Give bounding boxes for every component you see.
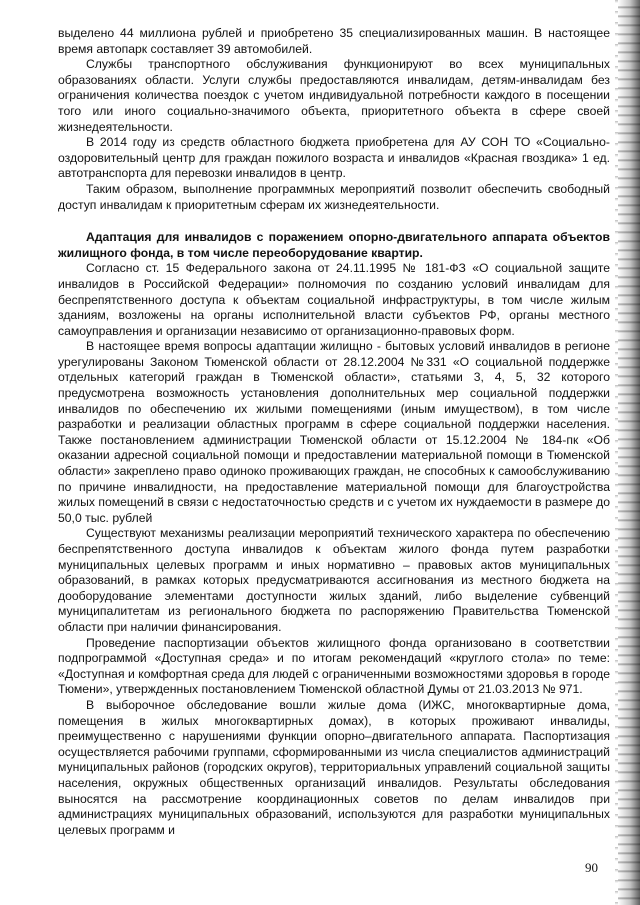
paragraph-top-2: Службы транспортного обслуживания функционируют во всех муниципальных образованиях области. Услуги службы предоставляются инвалидам, детям-инвалидам без ограничения количества поездок с учетом индивидуальной потребности каждого в посещении того или иного социально-значимого объекта, приоритетного объекта в сфере своей жизнедеятельности. [58,57,610,134]
paragraph-section-5: В выборочное обследование вошли жилые дома (ИЖС, многоквартирные дома, помещения в жилых многоквартирных домах), в которых проживают инвалиды, преимущественно с нарушениями функции опорно–двигательного аппарата. Паспортизация осуществляется рабочими группами, сформированными из числа специалистов администраций муниципальных районов (городских округов), территориальных управлений социальной защиты населения, окружных общественных организаций инвалидов. Результаты обследования выносятся на рассмотрение координационных советов по делам инвалидов при администрациях муниципальных образований, используются для разработки муниципальных целевых программ и [58,697,610,837]
paragraph-section-4: Проведение паспортизации объектов жилищного фонда организовано в соответствии подпрограммой «Доступная среда» и по итогам рекомендаций «круглого стола» по теме: «Доступная и комфортная среда для людей с ограниченными возможностями здоровья в городе Тюмени», утвержденных постановлением Тюменской областной Думы от 21.03.2013 № 971. [58,635,610,697]
paragraph-section-3: Существуют механизмы реализации мероприятий технического характера по обеспечению беспрепятственного доступа инвалидов к объектам жилого фонда путем разработки муниципальных целевых программ и иных нормативно – правовых актов муниципальных образований, в рамках которых предусматриваются ассигнования из местного бюджета на дооборудование элементами доступности жилых зданий, либо выделение субвенций муниципалитетам из регионального бюджета по распоряжению Правительства Тюменской области при наличии финансирования. [58,526,610,634]
scan-edge-artifact [618,0,640,905]
paragraph-top-1: выделено 44 миллиона рублей и приобретено 35 специализированных машин. В настоящее время автопарк составляет 39 автомобилей. [58,26,610,56]
page-number: 90 [585,860,598,875]
document-page [58,26,610,838]
paragraph-top-4: Таким образом, выполнение программных мероприятий позволит обеспечить свободный доступ инвалидам к приоритетным сферам их жизнедеятельности. [58,181,610,212]
section-heading: Адаптация для инвалидов с поражением опорно-двигательного аппарата объектов жилищного фонда, в том числе переоборудование квартир. [58,230,610,260]
paragraph-top-3: В 2014 году из средств областного бюджета приобретена для АУ СОН ТО «Социально-оздоровительный центр для граждан пожилого возраста и инвалидов «Красная гвоздика» 1 ед. автотранспорта для перевозки инвалидов в центр. [58,135,610,181]
paragraph-section-2: В настоящее время вопросы адаптации жилищно - бытовых условий инвалидов в регионе урегулированы Законом Тюменской области от 28.12.2004 №331 «О социальной поддержке отдельных категорий граждан в Тюменской области», статьями 3, 4, 5, 32 которого предусмотрена возможность установления дополнительных мер социальной поддержки инвалидов по обеспечению их жилыми помещениями (иным имуществом), в том числе разработки и реализации областных программ в сфере социальной поддержки населения. Также постановлением администрации Тюменской области от 15.12.2004 № 184-пк «Об оказании адресной социальной помощи и предоставлении материальной помощи в Тюменской области» закреплено право одиноко проживающих граждан, не способных к самообслуживанию по причине инвалидности, на предоставление материальной помощи для благоустройства жилых помещений в связи с недостаточностью средств и с учетом их нуждаемости в размере до 50,0 тыс. рублей [58,339,610,525]
paragraph-section-1: Согласно ст. 15 Федерального закона от 24.11.1995 № 181-ФЗ «О социальной защите инвалидов в Российской Федерации» полномочия по созданию условий инвалидам для беспрепятственного доступа к объектам социальной инфраструктуры, в том числе жилым зданиям, возложены на органы исполнительной власти субъектов РФ, органы местного самоуправления и организации независимо от организационно-правовых форм. [58,261,610,338]
